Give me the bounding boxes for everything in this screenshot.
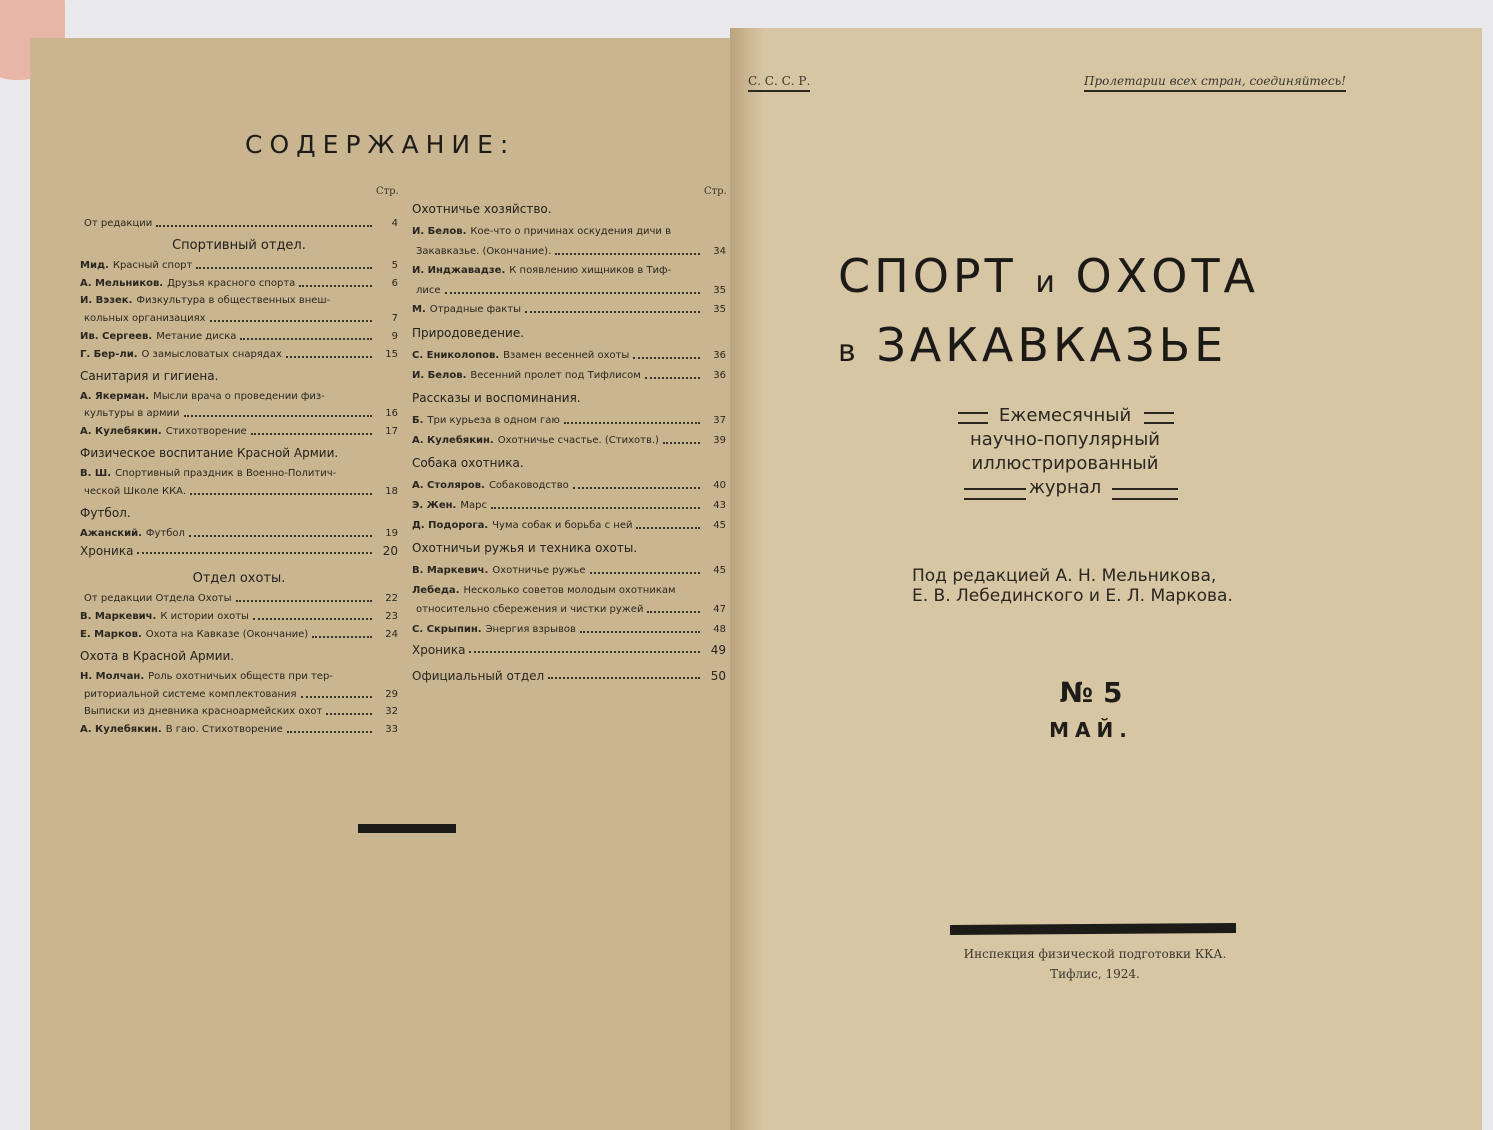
toc-author: Мид. <box>80 259 109 271</box>
toc-entry <box>80 611 398 623</box>
toc-entry <box>412 265 726 277</box>
publisher-line: Инспекция физической подготовки ККА. <box>963 947 1227 961</box>
toc-title-text: К появлению хищников в Тиф- <box>509 265 672 277</box>
toc-title-text: Охота на Кавказе (Окончание) <box>145 629 309 640</box>
toc-author: А. Кулебякин. <box>80 724 162 736</box>
toc-entry <box>412 350 726 362</box>
toc-author: Лебеда. <box>412 584 460 596</box>
toc-author: И. Вэзек. <box>80 295 133 307</box>
subtitle-line: журнал <box>1028 477 1102 498</box>
leader-dots <box>326 713 372 715</box>
toc-title-text: Кое-что о причинах оскудения дичи в <box>470 226 671 237</box>
toc-title-text: От редакции Отдела Охоты <box>84 593 232 605</box>
leader-dots <box>190 493 372 495</box>
toc-section-title: Хроника <box>80 544 134 559</box>
toc-section-heading: Рассказы и воспоминания. <box>412 391 581 406</box>
toc-page-number: 4 <box>391 218 398 229</box>
toc-author: В. Маркевич. <box>80 611 157 623</box>
leader-dots <box>196 267 372 269</box>
toc-entry <box>80 295 398 307</box>
leader-dots <box>156 225 372 227</box>
toc-entry <box>80 724 398 736</box>
toc-author: Е. Марков. <box>80 629 142 640</box>
leader-dots <box>580 631 700 633</box>
leader-dots <box>312 636 372 638</box>
toc-entry <box>84 706 398 718</box>
toc-page-number: 35 <box>713 304 726 316</box>
toc-entry <box>412 435 726 447</box>
leader-dots <box>184 415 373 417</box>
toc-author: Н. Молчан. <box>80 670 145 682</box>
toc-entry <box>412 480 726 492</box>
toc-entry <box>84 218 398 230</box>
subtitle-line: иллюстрированный <box>971 453 1159 474</box>
toc-page-number: 16 <box>385 408 398 420</box>
toc-page-number: 29 <box>385 688 398 700</box>
toc-section-heading: Физическое воспитание Красной Армии. <box>80 446 339 460</box>
toc-entry <box>412 670 726 682</box>
editors-line: Е. В. Лебединского и Е. Л. Маркова. <box>912 586 1233 606</box>
toc-page-number: 22 <box>385 593 398 605</box>
toc-page-number: 23 <box>385 611 398 623</box>
toc-author: А. Мельников. <box>80 277 164 289</box>
toc-page-number: 19 <box>385 527 398 539</box>
toc-entry <box>80 528 398 540</box>
leader-dots <box>137 552 372 554</box>
toc-title-text: От редакции <box>84 218 153 229</box>
leader-dots <box>645 377 700 379</box>
toc-page-number: 37 <box>713 415 726 427</box>
toc-title-text: Охотничье ружье <box>492 565 586 577</box>
toc-title-text: риториальной системе комплектования <box>84 688 297 700</box>
toc-author: Д. Подорога. <box>412 519 489 531</box>
toc-title-text: Метание диска <box>156 331 237 342</box>
toc-entry <box>412 565 726 577</box>
toc-page-number: 34 <box>713 245 726 257</box>
toc-title-text: Весенний пролет под Тифлисом <box>470 369 641 381</box>
col2-page-label: Стр. <box>704 186 727 197</box>
toc-title-text: Чума собак и борьба с ней <box>492 519 633 531</box>
toc-entry <box>412 370 726 382</box>
toc-title-text: Друзья красного спорта <box>167 277 296 289</box>
toc-author: А. Кулебякин. <box>80 426 162 438</box>
title-word-transcaucasia: ЗАКАВКАЗЬЕ <box>876 318 1228 372</box>
decorative-bar <box>358 824 456 833</box>
leader-dots <box>286 356 372 358</box>
toc-author: Ажанский. <box>80 527 142 539</box>
toc-page-number: 47 <box>713 604 726 616</box>
toc-author: А. Кулебякин. <box>412 434 494 446</box>
publisher <box>950 944 1240 984</box>
toc-entry <box>412 644 726 656</box>
toc-section-title: Хроника <box>412 642 466 657</box>
leader-dots <box>633 357 700 359</box>
toc-title-text: лисе <box>416 284 441 296</box>
toc-title-text: В гаю. Стихотворение <box>165 724 283 736</box>
toc-title-text: Энергия взрывов <box>485 624 576 635</box>
toc-page-number: 17 <box>385 426 398 438</box>
toc-title-text: Охотничье счастье. (Стихотв.) <box>497 434 659 446</box>
toc-title-text: Три курьеза в одном гаю <box>427 415 560 427</box>
toc-title-text: Марс <box>460 500 487 511</box>
toc-entry <box>416 604 726 616</box>
leader-dots <box>469 651 700 653</box>
motto: Пролетарии всех стран, соединяйтесь! <box>1084 74 1346 92</box>
leader-dots <box>573 487 700 489</box>
toc-author: В. Ш. <box>80 468 112 479</box>
toc-page-number: 36 <box>713 350 726 361</box>
toc-title-text: Отрадные факты <box>429 304 522 316</box>
toc-page-number: 40 <box>713 480 726 492</box>
subtitle <box>940 404 1190 500</box>
toc-author: А. Столяров. <box>412 480 485 492</box>
toc-entry <box>80 426 398 438</box>
toc-section-heading: Футбол. <box>80 505 131 520</box>
toc-page-number: 6 <box>391 277 398 289</box>
issue-number: № 5 <box>1059 676 1123 709</box>
toc-page-number: 20 <box>382 544 398 559</box>
toc-page-number: 9 <box>391 331 398 342</box>
toc-entry <box>84 486 398 498</box>
toc-section-heading: Спортивный отдел. <box>172 237 306 253</box>
publisher-line: Тифлис, 1924. <box>1050 967 1140 981</box>
col1-page-label: Стр. <box>376 186 399 197</box>
toc-title-text: Взамен весенней охоты <box>503 350 630 361</box>
leader-dots <box>301 696 372 698</box>
toc-entry <box>416 285 726 297</box>
toc-title-text: кольных организациях <box>84 313 206 325</box>
toc-section-heading: Санитария и гигиена. <box>80 368 219 383</box>
toc-page-number: 43 <box>713 500 726 511</box>
leader-dots <box>251 433 372 435</box>
toc-author: Ив. Сергеев. <box>80 331 153 342</box>
toc-page-number: 7 <box>391 313 398 325</box>
toc-page-number: 45 <box>713 519 726 531</box>
toc-entry <box>412 500 726 512</box>
toc-page-number: 33 <box>385 724 398 736</box>
toc-page-number: 39 <box>713 434 726 446</box>
toc-page-number: 48 <box>713 624 726 635</box>
toc-section-title: Официальный отдел <box>412 668 545 683</box>
toc-entry <box>80 671 398 683</box>
toc-section-heading: Охота в Красной Армии. <box>80 648 235 663</box>
toc-entry <box>412 415 726 427</box>
title-word-in: в <box>838 334 858 369</box>
editors-line: Под редакцией А. Н. Мельникова, <box>912 566 1217 586</box>
toc-author: И. Белов. <box>412 369 467 381</box>
toc-section-heading: Природоведение. <box>412 326 525 340</box>
toc-title-text: К истории охоты <box>160 611 249 623</box>
toc-entry <box>80 349 398 361</box>
toc-title-text: Роль охотничьих обществ при тер- <box>148 670 333 682</box>
toc-page-number: 32 <box>385 706 398 718</box>
toc-title: СОДЕРЖАНИЕ: <box>245 130 516 159</box>
leader-dots <box>647 611 700 613</box>
toc-author: И. Инджавадзе. <box>412 265 506 277</box>
leader-dots <box>240 338 372 340</box>
editors <box>912 566 1272 606</box>
toc-section-heading: Охотничье хозяйство. <box>412 202 552 216</box>
toc-section-heading: Собака охотника. <box>412 456 524 471</box>
leader-dots <box>548 677 700 679</box>
toc-title-text: относительно сбережения и чистки ружей <box>416 604 644 616</box>
toc-title-text: Выписки из дневника красноармейских охот <box>84 706 323 718</box>
title-word-and: и <box>1035 265 1057 300</box>
toc-title-text: О замысловатых снарядах <box>141 348 282 360</box>
leader-dots <box>299 285 372 287</box>
magazine-title <box>838 245 1298 383</box>
leader-dots <box>189 535 372 537</box>
leader-dots <box>445 292 700 294</box>
leader-dots <box>236 600 372 602</box>
toc-entry <box>412 585 726 597</box>
toc-title-text: Стихотворение <box>165 426 247 438</box>
toc-entry <box>80 391 398 403</box>
toc-author: Э. Жен. <box>412 500 457 511</box>
toc-section-heading: Охотничьи ружья и техника охоты. <box>412 541 638 556</box>
toc-page-number: 15 <box>385 348 398 360</box>
toc-author: И. Белов. <box>412 226 467 237</box>
book-gutter <box>730 28 764 1130</box>
issue-month: МАЙ. <box>1049 718 1133 742</box>
toc-entry <box>412 520 726 532</box>
toc-author: А. Якерман. <box>80 390 150 402</box>
toc-entry <box>416 246 726 258</box>
toc-title-text: ческой Школе ККА. <box>84 485 187 497</box>
toc-title-text: Несколько советов молодым охотникам <box>463 584 676 596</box>
leader-dots <box>253 618 372 620</box>
leader-dots <box>525 311 700 313</box>
toc-title-text: Собаководство <box>488 480 569 492</box>
toc-author: Б. <box>412 415 424 427</box>
toc-author: Г. Бер-ли. <box>80 348 138 360</box>
toc-page-number: 36 <box>713 369 726 381</box>
toc-author: М. <box>412 304 426 316</box>
toc-entry <box>80 629 398 641</box>
toc-title-text: культуры в армии <box>84 408 180 420</box>
toc-entry <box>84 313 398 325</box>
leader-dots <box>287 731 372 733</box>
toc-author: С. Ениколопов. <box>412 350 500 361</box>
toc-page-number: 35 <box>713 284 726 296</box>
toc-entry <box>80 545 398 557</box>
toc-entry <box>80 278 398 290</box>
toc-title-text: Спортивный праздник в Военно-Политич- <box>115 468 337 479</box>
leader-dots <box>210 320 372 322</box>
title-word-hunting: ОХОТА <box>1075 249 1260 303</box>
toc-entry <box>412 304 726 316</box>
toc-title-text: Физкультура в общественных внеш- <box>136 295 331 307</box>
toc-page-number: 18 <box>385 485 398 497</box>
toc-entry <box>84 689 398 701</box>
toc-author: В. Маркевич. <box>412 565 489 577</box>
toc-title-text: Мысли врача о проведении физ- <box>153 390 325 402</box>
subtitle-line: Ежемесячный <box>998 405 1132 426</box>
toc-entry <box>412 226 726 238</box>
leader-dots <box>636 527 700 529</box>
publisher-rule <box>950 923 1236 935</box>
toc-title-text: Красный спорт <box>112 259 193 271</box>
leader-dots <box>491 507 700 509</box>
toc-page-number: 24 <box>385 629 398 640</box>
toc-entry <box>84 593 398 605</box>
toc-title-text: Закавказье. (Окончание). <box>416 245 552 257</box>
toc-page-number: 49 <box>710 642 726 657</box>
toc-author: С. Скрыпин. <box>412 624 482 635</box>
toc-entry <box>80 468 398 480</box>
toc-page-number: 45 <box>713 565 726 577</box>
toc-page-number: 5 <box>391 259 398 271</box>
toc-page-number: 50 <box>710 668 726 683</box>
title-word-sport: СПОРТ <box>838 249 1017 303</box>
leader-dots <box>555 253 700 255</box>
leader-dots <box>564 422 700 424</box>
toc-entry <box>412 624 726 636</box>
toc-title-text: Футбол <box>145 527 185 539</box>
subtitle-line: научно-популярный <box>969 429 1160 450</box>
leader-dots <box>590 572 700 574</box>
toc-section-heading: Отдел охоты. <box>192 571 286 587</box>
country-label: С. С. С. Р. <box>748 74 810 92</box>
toc-entry <box>80 331 398 343</box>
leader-dots <box>663 442 700 444</box>
toc-entry <box>84 408 398 420</box>
toc-entry <box>80 260 398 272</box>
